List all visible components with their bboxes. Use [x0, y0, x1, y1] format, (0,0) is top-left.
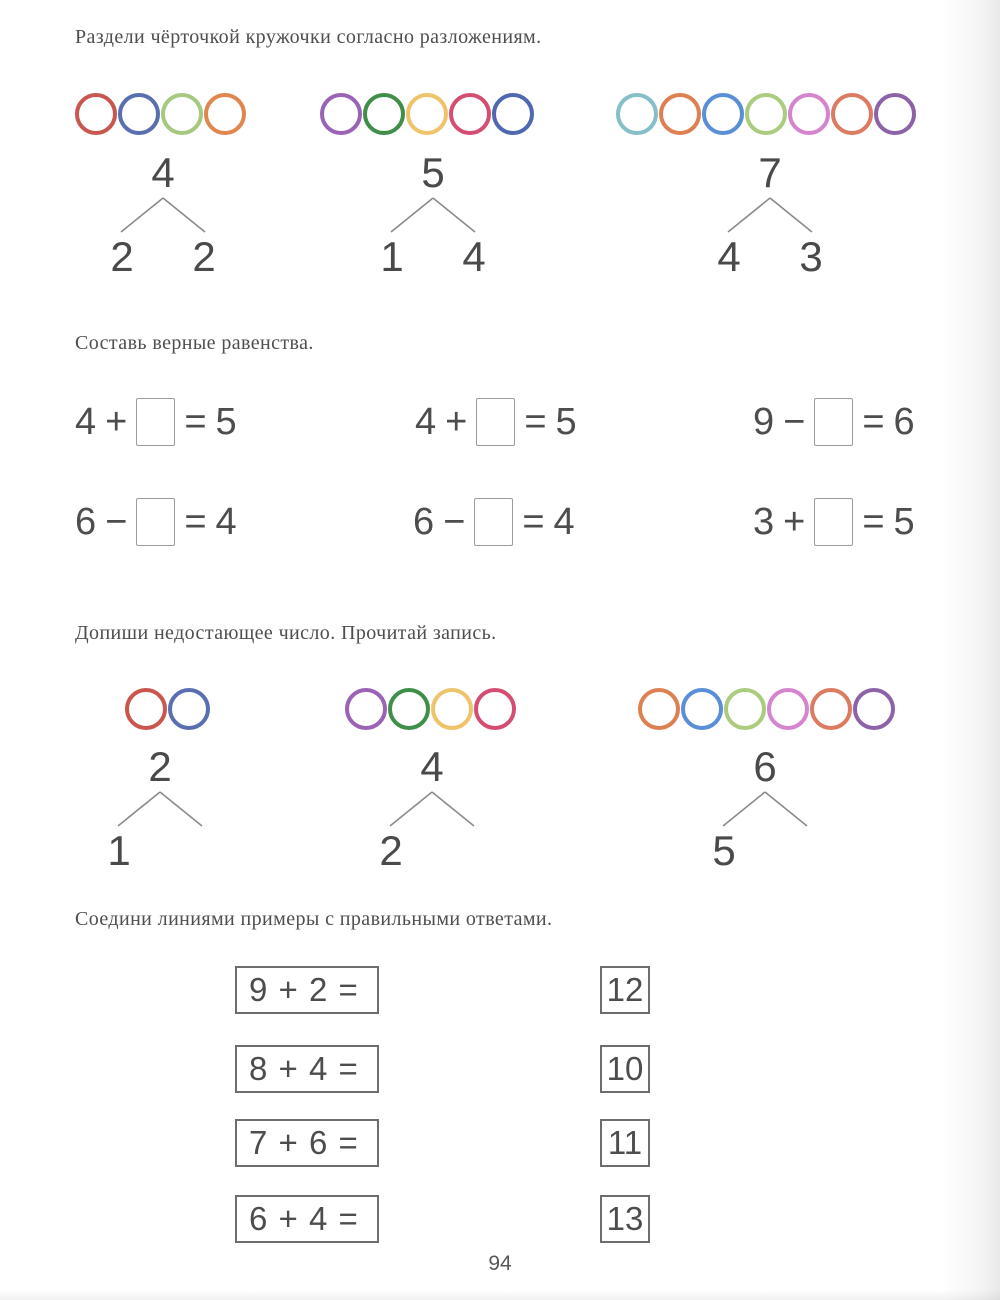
tree-right-answer-slot[interactable] — [188, 830, 214, 872]
equals-sign: = — [524, 401, 547, 443]
tree-left-number: 1 — [107, 827, 131, 874]
circle-icon — [118, 93, 160, 135]
page-bottom-shadow — [0, 1290, 1000, 1300]
tree-total-number: 2 — [148, 743, 172, 790]
tree-branches-icon — [373, 196, 493, 234]
circle-group-missing-1 — [125, 688, 210, 730]
tree-children — [362, 827, 502, 874]
equation-3 — [753, 398, 915, 446]
page-edge-shadow — [942, 0, 1000, 1300]
section-title-connect: Соедини линиями примеры с правильными ответами. — [75, 908, 553, 930]
equation-operator: − — [105, 501, 128, 543]
circle-icon — [810, 688, 852, 730]
equals-sign: = — [522, 501, 545, 543]
equals-sign: = — [184, 401, 207, 443]
equation-2 — [415, 398, 577, 446]
circle-icon — [874, 93, 916, 135]
page-number: 94 — [488, 1252, 512, 1275]
tree-right-number: 2 — [192, 233, 216, 280]
circle-icon — [320, 93, 362, 135]
example-box-4[interactable]: 6 + 4 = — [235, 1195, 379, 1243]
equals-sign: = — [862, 401, 885, 443]
equation-operator: + — [105, 401, 128, 443]
decomposition-tree-missing-1 — [90, 743, 230, 874]
equation-1 — [75, 398, 237, 446]
circle-icon — [406, 93, 448, 135]
circle-icon — [767, 688, 809, 730]
circle-icon — [345, 688, 387, 730]
equation-operand: 4 — [415, 401, 437, 443]
example-box-2[interactable]: 8 + 4 = — [235, 1045, 379, 1093]
circle-icon — [724, 688, 766, 730]
decomposition-tree-divide-3 — [700, 149, 840, 280]
equation-result: 4 — [553, 501, 575, 543]
tree-children — [363, 233, 503, 280]
circle-icon — [363, 93, 405, 135]
circle-icon — [638, 688, 680, 730]
tree-children — [90, 827, 230, 874]
tree-branches-icon — [372, 790, 492, 828]
tree-left-number: 4 — [717, 233, 741, 280]
tree-left-number: 1 — [380, 233, 404, 280]
equation-answer-box[interactable] — [136, 398, 175, 446]
circle-group-divide-2 — [320, 93, 534, 135]
answer-box-1[interactable]: 12 — [600, 966, 650, 1014]
tree-branches-icon — [103, 196, 223, 234]
decomposition-tree-missing-3 — [695, 743, 835, 874]
section-title-divide: Раздели чёрточкой кружочки согласно разложениям. — [75, 26, 542, 48]
tree-right-answer-slot[interactable] — [793, 830, 819, 872]
tree-left-number: 2 — [379, 827, 403, 874]
tree-total-number: 4 — [151, 149, 175, 196]
section-title-equations: Составь верные равенства. — [75, 332, 314, 354]
circle-icon — [492, 93, 534, 135]
circle-icon — [702, 93, 744, 135]
tree-total-number: 5 — [421, 149, 445, 196]
circle-icon — [125, 688, 167, 730]
equation-result: 5 — [893, 501, 915, 543]
tree-right-number: 3 — [799, 233, 823, 280]
circle-group-missing-2 — [345, 688, 516, 730]
decomposition-tree-divide-2 — [363, 149, 503, 280]
circle-group-missing-3 — [638, 688, 895, 730]
circle-icon — [788, 93, 830, 135]
equation-result: 5 — [555, 401, 577, 443]
circle-icon — [681, 688, 723, 730]
example-box-3[interactable]: 7 + 6 = — [235, 1119, 379, 1167]
equation-operand: 4 — [75, 401, 97, 443]
answer-box-3[interactable]: 11 — [600, 1119, 650, 1167]
circle-group-divide-3 — [616, 93, 916, 135]
equation-operator: + — [445, 401, 468, 443]
tree-children — [93, 233, 233, 280]
tree-total-number: 4 — [420, 743, 444, 790]
equals-sign: = — [184, 501, 207, 543]
answer-box-4[interactable]: 13 — [600, 1195, 650, 1243]
circle-icon — [388, 688, 430, 730]
equation-operator: − — [783, 401, 806, 443]
equation-operand: 9 — [753, 401, 775, 443]
equation-answer-box[interactable] — [136, 498, 175, 546]
tree-total-number: 6 — [753, 743, 777, 790]
decomposition-tree-missing-2 — [362, 743, 502, 874]
equation-answer-box[interactable] — [474, 498, 513, 546]
tree-children — [700, 233, 840, 280]
equation-6 — [753, 498, 915, 546]
equation-operand: 3 — [753, 501, 775, 543]
tree-branches-icon — [710, 196, 830, 234]
equation-operator: + — [783, 501, 806, 543]
equation-result: 5 — [215, 401, 237, 443]
equation-answer-box[interactable] — [814, 398, 853, 446]
circle-icon — [659, 93, 701, 135]
tree-total-number: 7 — [758, 149, 782, 196]
tree-children — [695, 827, 835, 874]
decomposition-tree-divide-1 — [93, 149, 233, 280]
tree-left-number: 2 — [110, 233, 134, 280]
tree-branches-icon — [705, 790, 825, 828]
equation-5 — [413, 498, 575, 546]
equals-sign: = — [862, 501, 885, 543]
tree-right-answer-slot[interactable] — [460, 830, 486, 872]
answer-box-2[interactable]: 10 — [600, 1045, 650, 1093]
circle-icon — [161, 93, 203, 135]
tree-right-number: 4 — [462, 233, 486, 280]
equation-operator: − — [443, 501, 466, 543]
circle-group-divide-1 — [75, 93, 246, 135]
equation-result: 4 — [215, 501, 237, 543]
circle-icon — [449, 93, 491, 135]
equation-4 — [75, 498, 237, 546]
example-box-1[interactable]: 9 + 2 = — [235, 966, 379, 1014]
circle-icon — [831, 93, 873, 135]
equation-result: 6 — [893, 401, 915, 443]
section-title-missing: Допиши недостающее число. Прочитай запись. — [75, 622, 497, 644]
equation-answer-box[interactable] — [814, 498, 853, 546]
equation-answer-box[interactable] — [476, 398, 515, 446]
circle-icon — [853, 688, 895, 730]
circle-icon — [474, 688, 516, 730]
circle-icon — [75, 93, 117, 135]
tree-branches-icon — [100, 790, 220, 828]
tree-left-number: 5 — [712, 827, 736, 874]
equation-operand: 6 — [413, 501, 435, 543]
circle-icon — [616, 93, 658, 135]
equation-operand: 6 — [75, 501, 97, 543]
circle-icon — [168, 688, 210, 730]
circle-icon — [204, 93, 246, 135]
circle-icon — [745, 93, 787, 135]
circle-icon — [431, 688, 473, 730]
